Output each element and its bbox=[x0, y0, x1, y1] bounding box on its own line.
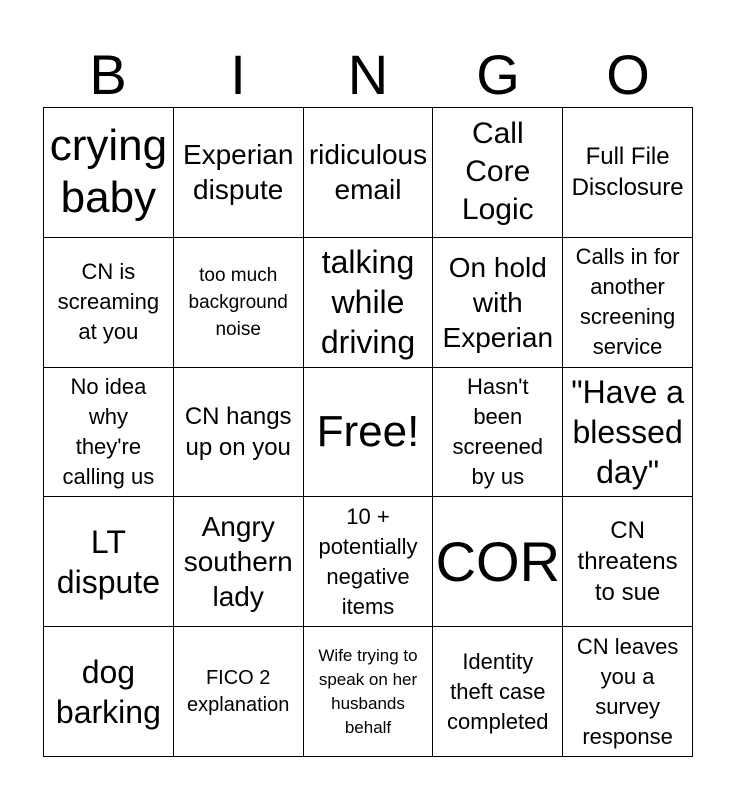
cell-text: talking while driving bbox=[320, 244, 416, 361]
cell-text: COR bbox=[435, 529, 561, 593]
cell-text: crying baby bbox=[49, 121, 168, 223]
bingo-cell[interactable] bbox=[433, 368, 563, 498]
bingo-cell[interactable] bbox=[433, 497, 563, 627]
bingo-header bbox=[43, 44, 693, 106]
bingo-cell[interactable] bbox=[174, 108, 304, 238]
cell-text: Identity theft case completed bbox=[447, 648, 549, 734]
free-space[interactable] bbox=[304, 368, 434, 498]
cell-text: LT dispute bbox=[56, 523, 160, 600]
bingo-cell[interactable] bbox=[563, 497, 693, 627]
cell-text: CN threatens to sue bbox=[577, 517, 678, 607]
cell-text: CN hangs up on you bbox=[184, 402, 292, 461]
header-letter-i: I bbox=[230, 43, 246, 106]
bingo-cell[interactable] bbox=[563, 627, 693, 757]
cell-text: Angry southern lady bbox=[183, 511, 293, 613]
cell-text: On hold with Experian bbox=[442, 251, 554, 353]
bingo-cell[interactable] bbox=[304, 497, 434, 627]
bingo-cell[interactable] bbox=[304, 627, 434, 757]
cell-text: Hasn't been screened by us bbox=[452, 373, 544, 489]
cell-text: ridiculous email bbox=[308, 139, 428, 206]
bingo-cell[interactable] bbox=[433, 627, 563, 757]
header-letter-n: N bbox=[347, 43, 389, 106]
cell-text: No idea why they're calling us bbox=[62, 373, 155, 489]
cell-text: too much background noise bbox=[188, 264, 288, 340]
cell-text: FICO 2 explanation bbox=[187, 666, 290, 716]
bingo-cell[interactable] bbox=[44, 238, 174, 368]
cell-text: Experian dispute bbox=[182, 139, 294, 206]
bingo-cell[interactable] bbox=[174, 497, 304, 627]
cell-text: "Have a blessed day" bbox=[571, 373, 684, 490]
bingo-cell[interactable] bbox=[44, 368, 174, 498]
bingo-cell[interactable] bbox=[433, 108, 563, 238]
bingo-cell[interactable] bbox=[174, 238, 304, 368]
header-letter-b: B bbox=[89, 43, 127, 106]
cell-text: 10 + potentially negative items bbox=[318, 503, 418, 619]
cell-text: Call Core Logic bbox=[461, 117, 534, 227]
bingo-cell[interactable] bbox=[44, 497, 174, 627]
bingo-cell[interactable] bbox=[304, 108, 434, 238]
bingo-cell[interactable] bbox=[44, 627, 174, 757]
bingo-cell[interactable] bbox=[563, 238, 693, 368]
cell-text: Calls in for another screening service bbox=[575, 244, 680, 360]
cell-text: CN leaves you a survey response bbox=[576, 633, 679, 749]
header-letter-g: G bbox=[476, 43, 520, 106]
bingo-cell[interactable] bbox=[304, 238, 434, 368]
cell-text: dog barking bbox=[55, 653, 161, 730]
bingo-board bbox=[43, 107, 693, 757]
header-letter-o: O bbox=[606, 43, 650, 106]
bingo-cell[interactable] bbox=[174, 368, 304, 498]
cell-text: Free! bbox=[316, 406, 420, 456]
bingo-cell[interactable] bbox=[44, 108, 174, 238]
cell-text: Wife trying to speak on her husbands behalf bbox=[318, 645, 418, 737]
bingo-cell[interactable] bbox=[433, 238, 563, 368]
bingo-cell[interactable] bbox=[563, 108, 693, 238]
cell-text: CN is screaming at you bbox=[57, 259, 160, 345]
cell-text: Full File Disclosure bbox=[571, 143, 684, 202]
bingo-cell[interactable] bbox=[174, 627, 304, 757]
bingo-cell[interactable] bbox=[563, 368, 693, 498]
